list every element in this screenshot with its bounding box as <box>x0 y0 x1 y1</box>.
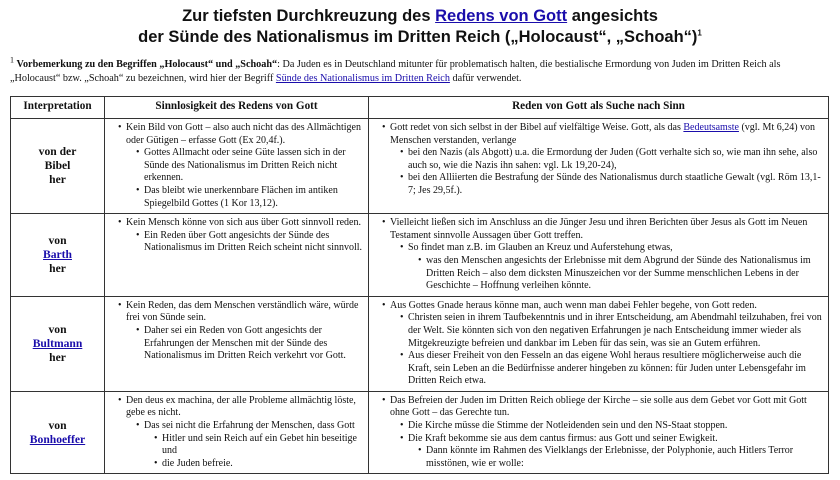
interp-name-bibel: Bibel <box>44 159 71 173</box>
link-bedeutsamste[interactable]: Bedeutsamste <box>683 122 739 133</box>
list-item: • Das Befreien der Juden im Dritten Reich obliege der Kirche – sie solle aus dem Gebet vor Gott mit Gott ohne Gott – das Gerechte tun. • Die Kirche müsse die Stimme der Notleidenden sein und den NS-Staat stoppen. • Die Kraft bekomme sie aus dem cantus firmus: aus Gott und seiner Ewigkeit. • Dann könnte im Rahmen des Vielklangs der Erlebnisse, der Polyphonie, auch Hitlers Terror misstönen, wie er wolle: <box>382 395 823 471</box>
header-suche-nach-sinn: Reden von Gott als Suche nach Sinn <box>369 97 829 119</box>
list-item: • So findet man z.B. im Glauben an Kreuz und Auferstehung etwas, • was den Menschen angesichts der Erlebnisse mit dem Abgrund der Sünde des Nationalismus im Dritten Reich – also dem dicksten Minuszeichen vor der Summe menschlichen Lebens in der Geschichte – Hoffnung verleihen könnte. <box>400 242 823 292</box>
document-title <box>0 6 840 48</box>
cell-bibel-sinn <box>369 119 829 214</box>
interp-her: her <box>49 350 66 364</box>
header-interpretation: Interpretation <box>11 97 105 119</box>
link-redens-von-gott[interactable]: Redens von Gott <box>435 7 568 25</box>
table-row-barth <box>11 214 829 297</box>
list-item: • bei den Alliierten die Bestrafung der Sünde des Nationalismus durch staatliche Gewalt (vgl. Röm 13,1-7; Jes 29,5f.). <box>400 172 823 197</box>
link-bultmann[interactable]: Bultmann <box>32 336 83 350</box>
title-footnote-mark: 1 <box>697 28 702 38</box>
title-line2: der Sünde des Nationalismus im Dritten Reich („Holocaust“, „Schoah“) <box>138 28 698 46</box>
list-item: • Aus dieser Freiheit von den Fesseln an das eigene Wohl heraus resultiere möglicherweise auch die Kraft, sein Leben an die Bedürfnisse anderer hingeben zu können: für Juden unter Lebensgefahr im Dritten Reich etwa. <box>400 350 823 388</box>
interp-von: von <box>48 418 67 432</box>
interp-bonhoeffer <box>11 391 105 474</box>
header-sinnlosigkeit: Sinnlosigkeit des Redens von Gott <box>105 97 369 119</box>
link-suende-des-nationalismus[interactable]: Sünde des Nationalismus im Dritten Reich <box>275 72 450 84</box>
list-item: • Die Kirche müsse die Stimme der Notleidenden sein und den NS-Staat stoppen. <box>400 420 823 433</box>
list-item: • Gott redet von sich selbst in der Bibel auf vielfältige Weise. Gott, als das Bedeutsamste (vgl. Mt 6,24) von Menschen verstanden, verlange • bei den Nazis (als Abgott) u.a. die Ermordung der Juden (Gott verhalte sich so, wie man ihn sehe, also auch so, wie die Nazis ihn sahen: vgl. Lk 19,20-24), • bei den Alliierten die Bestrafung der Sünde des Nationalismus durch staatliche Gewalt (vgl. Röm 13,1-7; Jes 29,5f.). <box>382 122 823 198</box>
title-line1-start: Zur tiefsten Durchkreuzung des <box>182 7 436 25</box>
footnote-text: : Da Juden es in Deutschland mitunter für problematisch halten, die bestialische Ermordung von Juden im Dritten Reich als „Holocaust“ bzw. „Schoah“ zu bezeichnen, wird hier der Begriff <box>10 59 781 84</box>
link-bonhoeffer[interactable]: Bonhoeffer <box>29 432 86 446</box>
list-item: • bei den Nazis (als Abgott) u.a. die Ermordung der Juden (Gott verhalte sich so, wie man ihn sehe, also auch so, wie die Nazis ihn sahen: vgl. Lk 19,20-24), <box>400 147 823 172</box>
list-item: • die Juden befreie. <box>154 458 363 471</box>
list-item: • Kein Reden, das dem Menschen verständlich wäre, würde frei von Sünde sein. • Daher sei ein Reden von Gott angesichts der Erfahrungen der Menschen mit der Sünde des Nationalismus im Dritten Reich verkehrt vor Gott. <box>118 300 363 363</box>
interp-von: von <box>48 322 67 336</box>
list-item: • Hitler und sein Reich auf ein Gebet hin beseitige und <box>154 433 363 458</box>
footnote <box>10 55 828 85</box>
list-item: • Dann könnte im Rahmen des Vielklangs der Erlebnisse, der Polyphonie, auch Hitlers Terror misstönen, wie er wolle: <box>418 445 823 470</box>
list-item: • Daher sei ein Reden von Gott angesichts der Erfahrungen der Menschen mit der Sünde des Nationalismus im Dritten Reich verkehrt vor Gott. <box>136 325 363 363</box>
list-item: • Das bleibt wie unerkennbare Flächen im antiken Spiegelbild Gottes (1 Kor 13,12). <box>136 185 363 210</box>
interp-bultmann <box>11 296 105 391</box>
cell-bonhoeffer-sinn <box>369 391 829 474</box>
table-row-bultmann <box>11 296 829 391</box>
cell-bibel-sinnlosigkeit <box>105 119 369 214</box>
link-barth[interactable]: Barth <box>43 247 72 261</box>
list-item: • Vielleicht ließen sich im Anschluss an die Jünger Jesu und ihren Berichten über Jesus als Gott im Neuen Testament sinnvolle Aussagen über Gott treffen. • So findet man z.B. im Glauben an Kreuz und Auferstehung etwas, • was den Menschen angesichts der Erlebnisse mit dem Abgrund der Sünde des Nationalismus im Dritten Reich – also dem dicksten Minuszeichen vor der Summe menschlichen Lebens in der Geschichte – Hoffnung verleihen könnte. <box>382 217 823 293</box>
interp-her: her <box>49 173 66 187</box>
interp-von: von der <box>38 145 77 159</box>
table-header-row <box>11 97 829 119</box>
cell-bultmann-sinnlosigkeit <box>105 296 369 391</box>
table-row-bonhoeffer <box>11 391 829 474</box>
list-item: • Christen seien in ihrem Taufbekenntnis und in ihrer Entscheidung, am Abendmahl teilzuhaben, frei von der Welt. Sie könnten sich von den negativen Erfahrungen je nach Entscheidung immer wieder als Mitgekreuzigte befreien und dankbar im Leben für das sein, was sie an Gutem erführen. <box>400 312 823 350</box>
list-item: • Aus Gottes Gnade heraus könne man, auch wenn man dabei Fehler begehe, von Gott reden. • Christen seien in ihrem Taufbekenntnis und in ihrer Entscheidung, am Abendmahl teilzuhaben, frei von der Welt. Sie könnten sich von den negativen Erfahrungen je nach Entscheidung immer wieder als Mitgekreuzigte befreien und dankbar im Leben für das sein, was sie an Gutem erführen. • Aus dieser Freiheit von den Fesseln an das eigene Wohl heraus resultiere möglicherweise auch die Kraft, sein Leben an die Bedürfnisse anderer hingeben zu können: für Juden unter Lebensgefahr im Dritten Reich etwa. <box>382 300 823 388</box>
table-row-bibel <box>11 119 829 214</box>
interp-barth <box>11 214 105 297</box>
cell-barth-sinn <box>369 214 829 297</box>
list-item: • was den Menschen angesichts der Erlebnisse mit dem Abgrund der Sünde des Nationalismus im Dritten Reich – also dem dicksten Minuszeichen vor der Summe menschlichen Lebens in der Geschichte – Hoffnung verleihen könnte. <box>418 255 823 293</box>
list-item: • Den deus ex machina, der alle Probleme allmächtig löste, gebe es nicht. • Das sei nicht die Erfahrung der Menschen, dass Gott • Hitler und sein Reich auf ein Gebet hin beseitige und • die Juden befreie. <box>118 395 363 471</box>
list-item: • Kein Mensch könne von sich aus über Gott sinnvoll reden. • Ein Reden über Gott angesichts der Sünde des Nationalismus im Dritten Reich scheint nicht sinnvoll. <box>118 217 363 255</box>
cell-bultmann-sinn <box>369 296 829 391</box>
list-item: • Gottes Allmacht oder seine Güte lassen sich in der Sünde des Nationalismus im Dritten Reich nicht erkennen. <box>136 147 363 185</box>
list-item: • Kein Bild von Gott – also auch nicht das des Allmächtigen oder Gütigen – erfasse Gott (Ex 20,4f.). • Gottes Allmacht oder seine Güte lassen sich in der Sünde des Nationalismus im Dritten Reich nicht erkennen. • Das bleibt wie unerkennbare Flächen im antiken Spiegelbild Gottes (1 Kor 13,12). <box>118 122 363 210</box>
interp-her: her <box>49 261 66 275</box>
cell-bonhoeffer-sinnlosigkeit <box>105 391 369 474</box>
list-item: • Das sei nicht die Erfahrung der Menschen, dass Gott • Hitler und sein Reich auf ein Gebet hin beseitige und • die Juden befreie. <box>136 420 363 470</box>
footnote-mark: 1 <box>10 55 14 65</box>
footnote-heading: Vorbemerkung zu den Begriffen „Holocaust“ und „Schoah“ <box>16 59 278 70</box>
interpretation-table <box>10 96 829 474</box>
cell-barth-sinnlosigkeit <box>105 214 369 297</box>
list-item: • Ein Reden über Gott angesichts der Sünde des Nationalismus im Dritten Reich scheint nicht sinnvoll. <box>136 230 363 255</box>
interp-bibel <box>11 119 105 214</box>
interp-von: von <box>48 233 67 247</box>
footnote-tail: dafür verwendet. <box>449 72 522 84</box>
title-line1-end: angesichts <box>567 7 658 25</box>
list-item: • Die Kraft bekomme sie aus dem cantus firmus: aus Gott und seiner Ewigkeit. • Dann könnte im Rahmen des Vielklangs der Erlebnisse, der Polyphonie, auch Hitlers Terror misstönen, wie er wolle: <box>400 433 823 471</box>
